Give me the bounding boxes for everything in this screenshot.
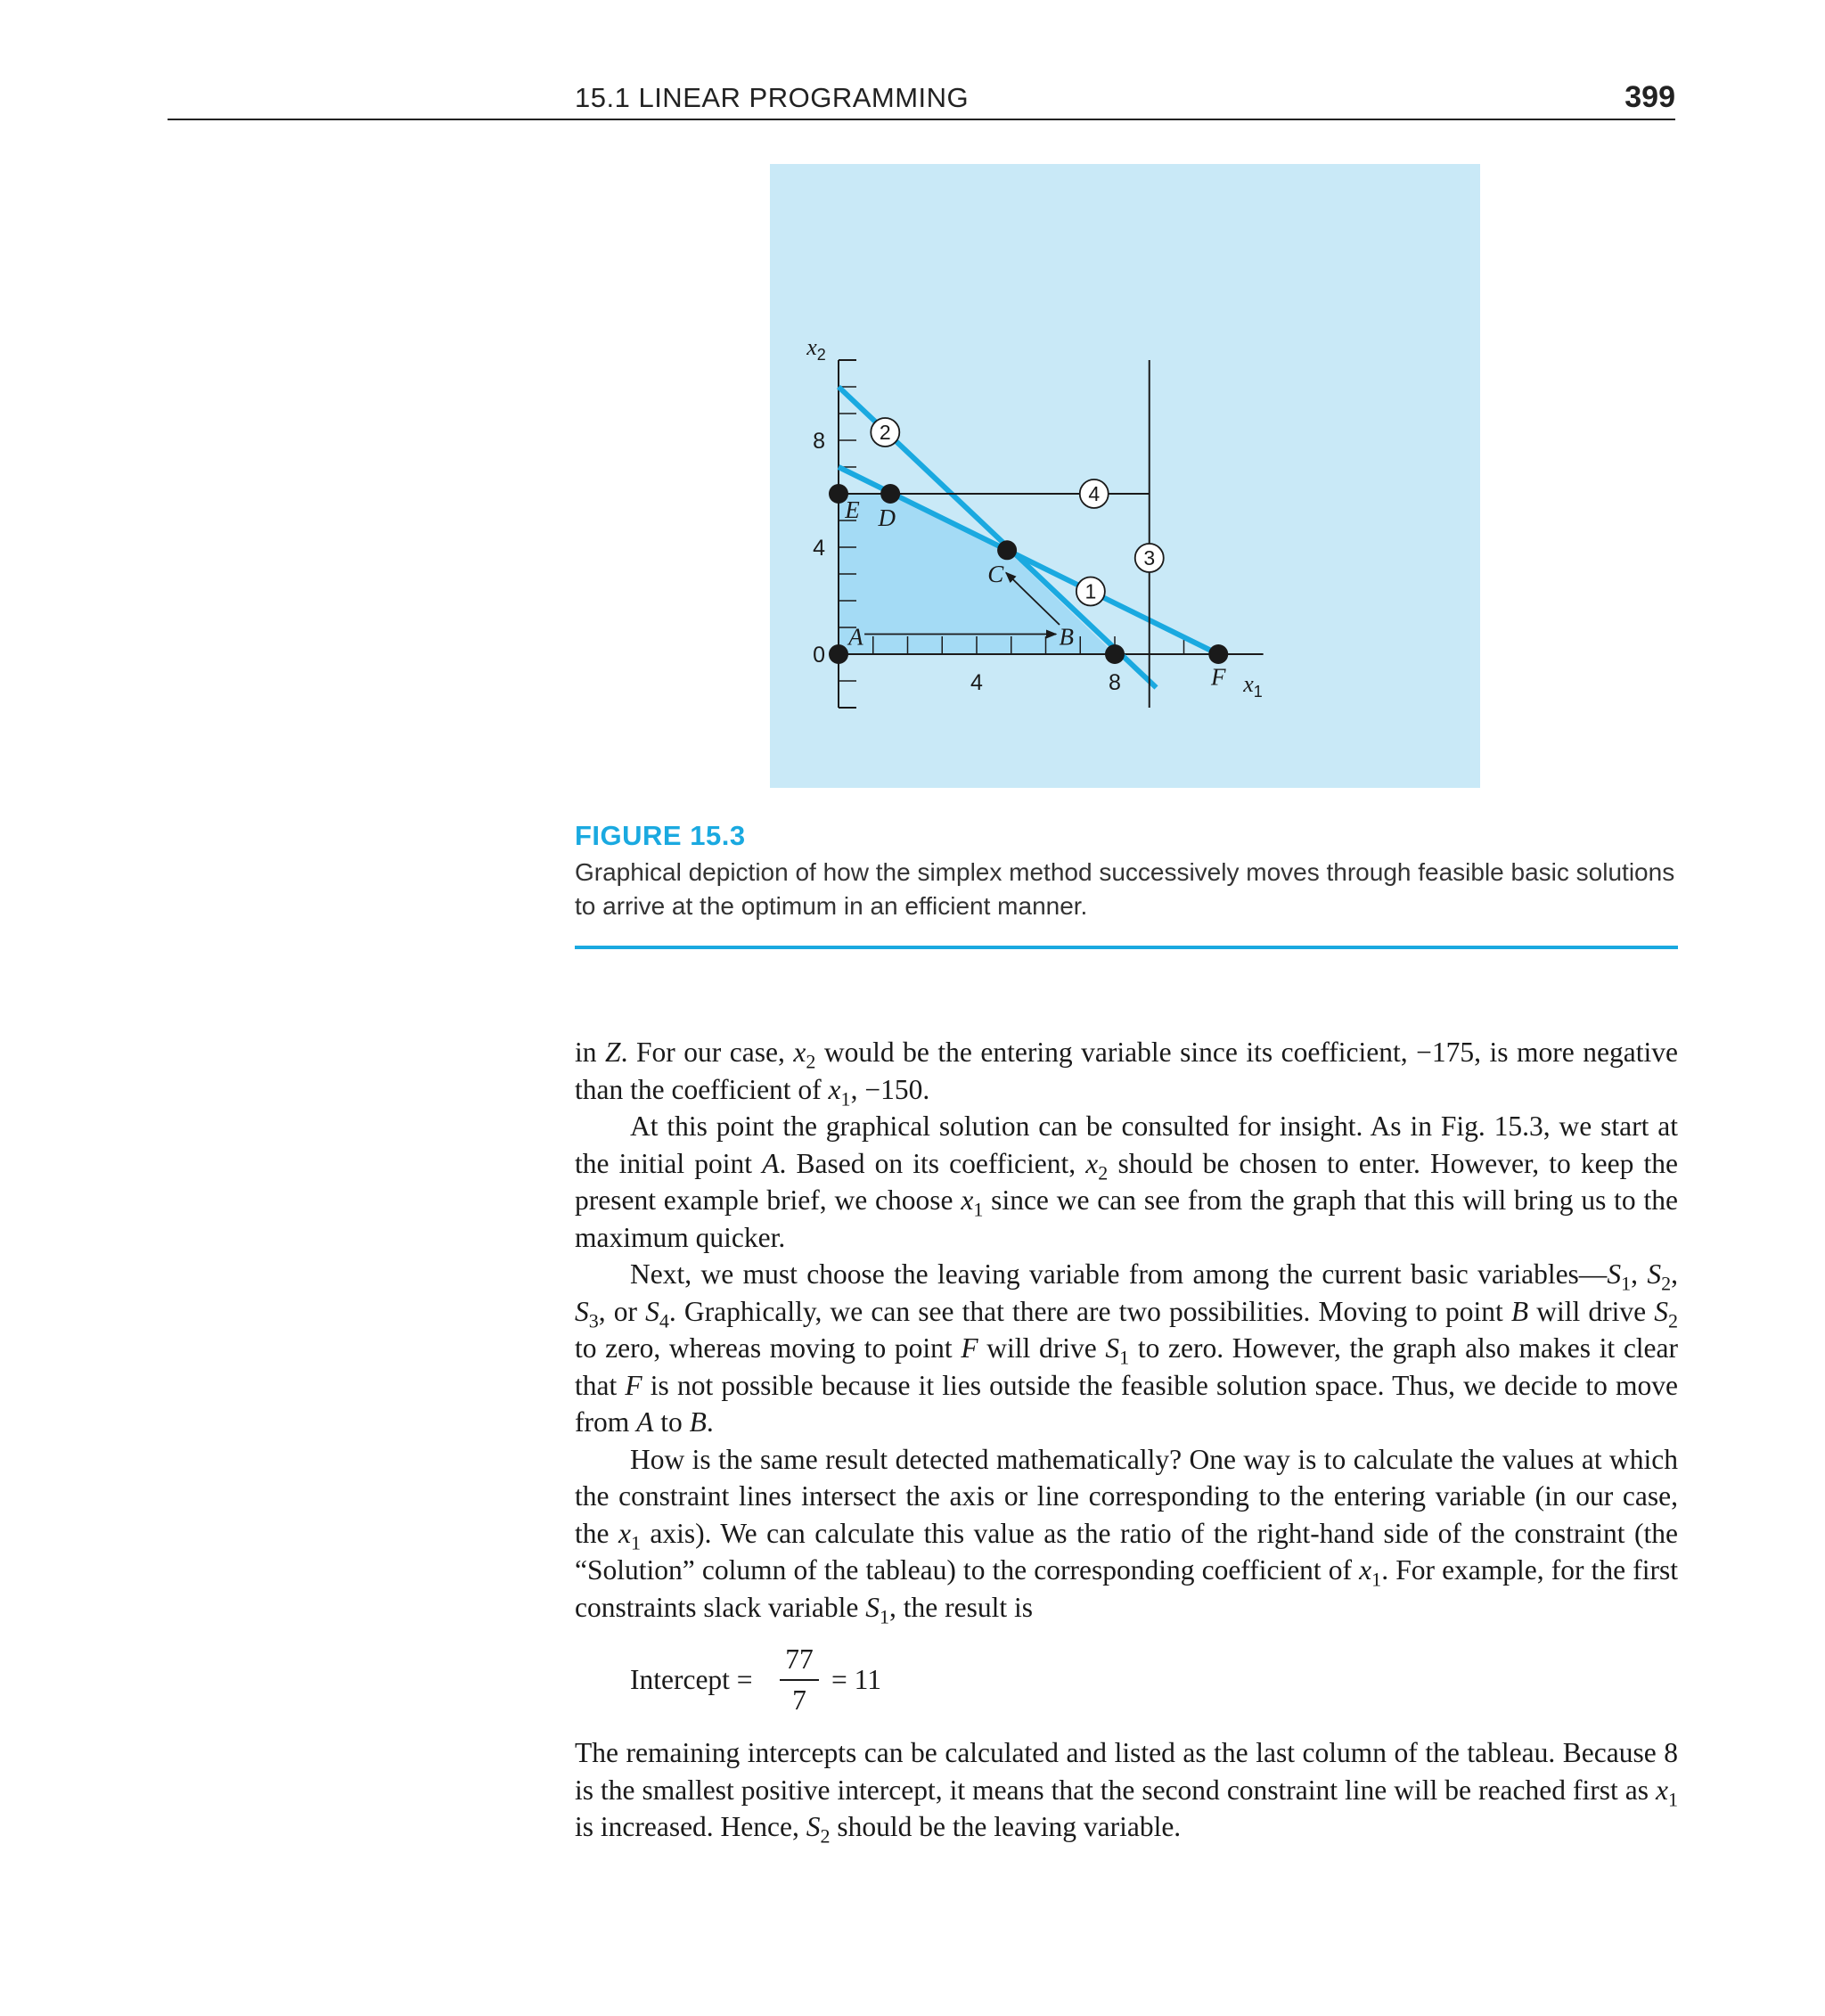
math-variable: x — [1655, 1774, 1668, 1806]
math-variable: S — [1647, 1258, 1662, 1290]
math-subscript: 2 — [820, 1824, 831, 1848]
header-rule — [168, 119, 1675, 120]
paragraph-1: in Z. For our case, $x_2$ would be the entering variable since its coefficient, −175, is more negative than the coefficient of $x_1$, −150. — [575, 1037, 1678, 1110]
math-subscript: 2 — [806, 1050, 816, 1073]
fraction-bar — [780, 1679, 819, 1681]
math-variable: S — [1105, 1332, 1120, 1364]
math-variable: S — [645, 1295, 659, 1327]
constraint-label-2: 2 — [879, 421, 891, 444]
math-subscript: 2 — [1661, 1272, 1672, 1295]
math-subscript: 1 — [1371, 1568, 1382, 1591]
math-variable: x — [618, 1517, 631, 1549]
math-variable: S — [1654, 1295, 1668, 1327]
math-subscript: 1 — [1621, 1272, 1632, 1295]
caption-rule — [575, 946, 1678, 949]
figure-chart — [770, 164, 1480, 788]
point-C — [997, 540, 1017, 560]
paragraph-2: At this point the graphical solution can be consulted for insight. As in Fig. 15.3, we start at the initial point A. Based on its coefficient, $x_2$ should be chosen to enter. However, to keep the present example brief, we choose $x_1$ since we can see from the graph that this will bring us to the maximum quicker. — [575, 1110, 1678, 1253]
math-subscript: 1 — [1119, 1346, 1130, 1369]
constraint-label-3: 3 — [1143, 546, 1156, 570]
running-title: 15.1 LINEAR PROGRAMMING — [575, 82, 970, 113]
x-tick-label: 8 — [1109, 670, 1121, 695]
point-label-A: A — [848, 623, 863, 651]
point-B — [1105, 644, 1125, 664]
math-subscript: 3 — [588, 1308, 599, 1332]
math-subscript: 1 — [973, 1198, 984, 1221]
math-subscript: 2 — [1098, 1160, 1109, 1184]
math-subscript: 4 — [659, 1308, 669, 1332]
figure-caption-text: Graphical depiction of how the simplex method successively moves through feasible basic solutions to arrive at the optimum in an efficient manner. — [575, 858, 1675, 920]
math-variable: F — [625, 1369, 642, 1401]
figure-caption — [575, 820, 1678, 923]
y-tick-label: 8 — [813, 429, 825, 454]
running-head — [168, 82, 1675, 121]
page-number: 399 — [1624, 80, 1675, 114]
math-variable: S — [575, 1295, 589, 1327]
body-text — [575, 1034, 1678, 1846]
math-subscript: 1 — [880, 1604, 890, 1627]
math-variable: x — [1359, 1554, 1372, 1586]
point-label-D: D — [878, 504, 896, 531]
equation-lhs: Intercept = — [630, 1664, 753, 1695]
point-label-C: C — [987, 561, 1004, 587]
y-tick-label: 0 — [813, 643, 825, 668]
x-axis-label-subscript: 1 — [1253, 683, 1263, 701]
math-subscript: 1 — [840, 1086, 851, 1110]
math-variable: Z — [605, 1037, 621, 1068]
paragraph-5: The remaining intercepts can be calculated and listed as the last column of the tableau. Because 8 is the smallest positive intercept, it means that the second constraint line will be reached first as $x_1$ is increased. Hence, $S_2$ should be the leaving variable. — [575, 1737, 1678, 1848]
figure-label: FIGURE 15.3 — [575, 820, 746, 851]
math-variable: B — [689, 1406, 707, 1438]
x-axis-label: $x_1$ — [1243, 671, 1263, 701]
equation-rhs: = 11 — [831, 1664, 881, 1695]
math-variable: x — [828, 1073, 841, 1105]
math-variable: B — [1510, 1295, 1529, 1327]
math-variable: x — [1085, 1147, 1099, 1179]
math-variable: A — [636, 1406, 654, 1438]
point-F — [1208, 644, 1228, 664]
math-variable: x — [793, 1037, 806, 1068]
math-subscript: 2 — [1667, 1308, 1678, 1332]
math-variable: A — [762, 1147, 780, 1179]
math-subscript: 1 — [1667, 1787, 1678, 1810]
equation-denominator: 7 — [792, 1684, 806, 1716]
point-label-F: F — [1211, 663, 1226, 691]
paragraph-3: Next, we must choose the leaving variable from among the current basic $variables—S_1$, $S_2$, $S_3$, or $S_4$. Graphically, we can see that there are two possibilities. Moving to point B will drive $S_2$ to zero, whereas moving to point F will drive $S_1$ to zero. However, the graph also makes it clear that F is not possible because it lies outside the feasible solution space. Thus, we decide to move from A to B. — [575, 1258, 1679, 1438]
y-axis-label: $x_2$ — [806, 334, 826, 364]
figure-panel — [770, 164, 1480, 788]
point-label-E: E — [845, 496, 860, 523]
x-tick-label: 4 — [970, 670, 983, 695]
math-variable: x — [961, 1184, 974, 1216]
point-D — [880, 484, 900, 504]
math-variable: S — [806, 1811, 821, 1842]
constraint-label-1: 1 — [1084, 579, 1097, 603]
equation-numerator: 77 — [785, 1643, 814, 1675]
point-label-B: B — [1059, 623, 1074, 651]
math-variable: S — [1607, 1258, 1622, 1290]
y-tick-label: 4 — [813, 536, 825, 561]
math-subscript: 1 — [630, 1530, 641, 1553]
math-variable: S — [865, 1591, 880, 1623]
y-axis-label-subscript: 2 — [816, 346, 826, 364]
constraint-label-4: 4 — [1088, 482, 1101, 505]
math-variable: F — [961, 1332, 978, 1364]
point-0 — [829, 644, 848, 664]
paragraph-4: How is the same result detected mathematically? One way is to calculate the values at which the constraint lines intersect the axis or line corresponding to the entering variable (in our case, the $x_1$ axis). We can calculate this value as the ratio of the right-hand side of the constraint (the “Solution” column of the tableau) to the corresponding coefficient of $x_1$. For example, for the first constraints slack variable $S_1$, the result is — [575, 1443, 1678, 1627]
equation-fraction — [780, 1642, 819, 1718]
intercept-equation — [630, 1642, 1678, 1724]
